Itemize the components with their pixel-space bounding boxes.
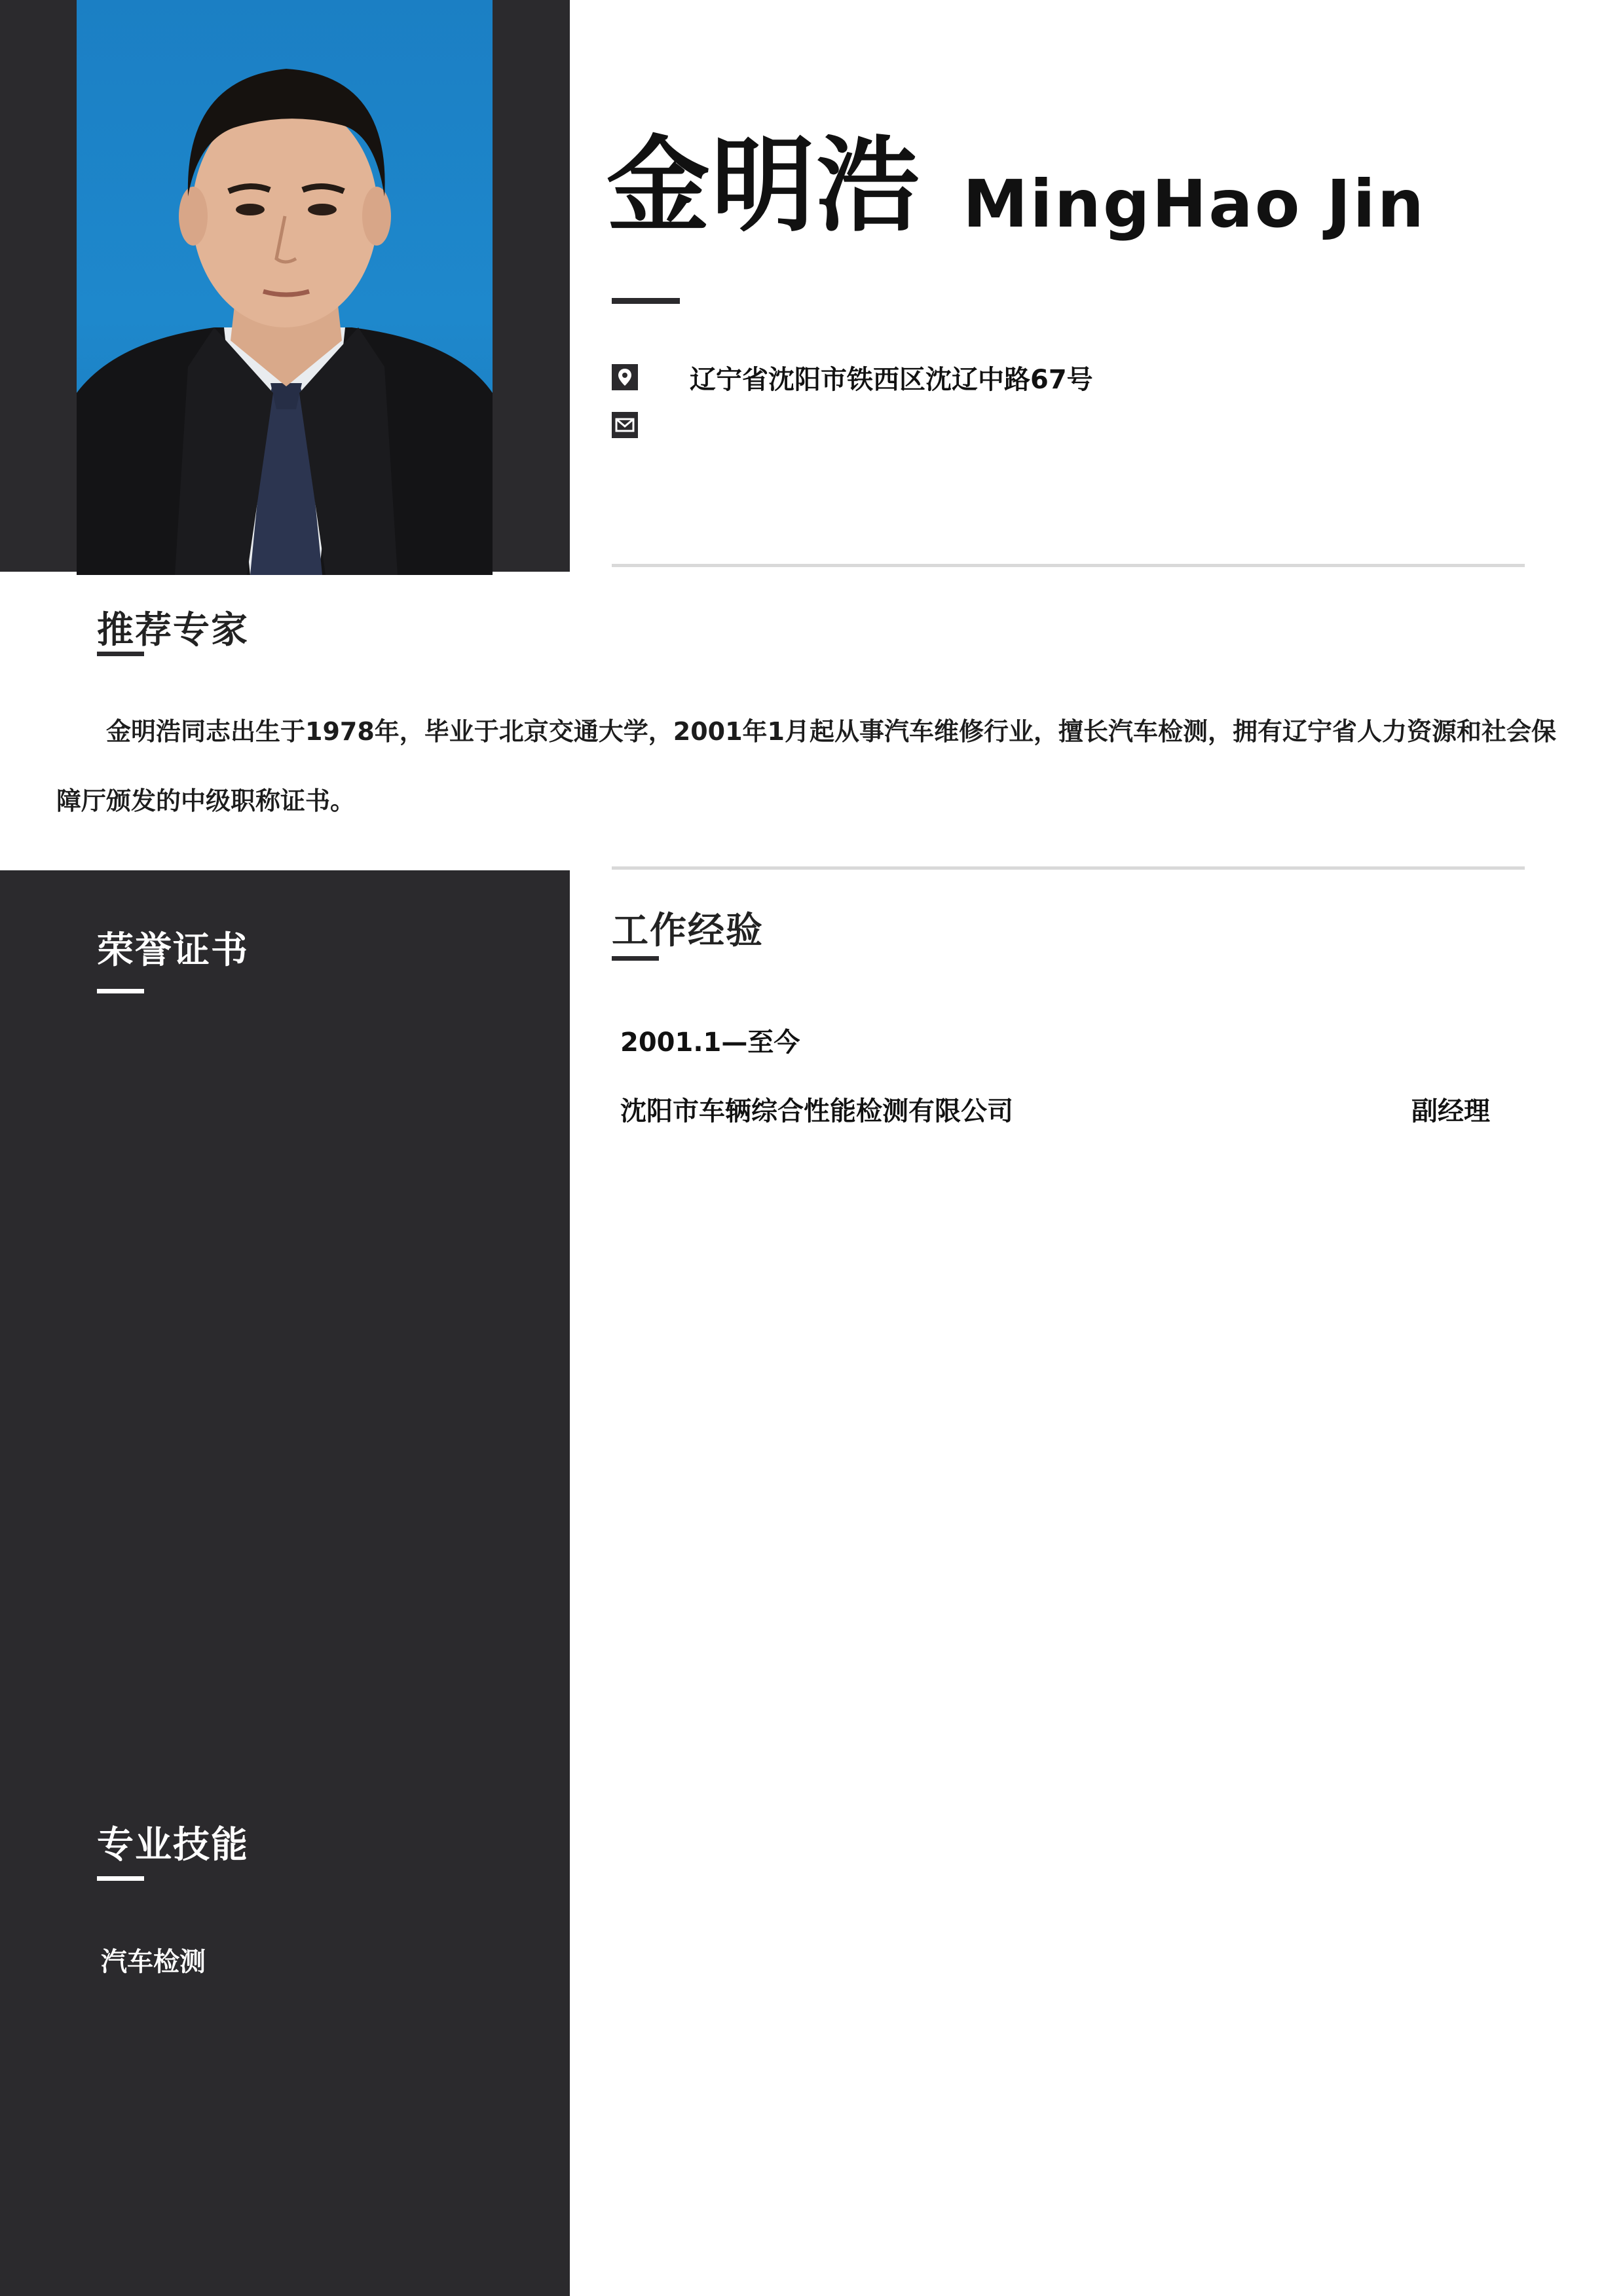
- experience-title: 工作经验: [612, 910, 764, 952]
- title-divider: [612, 298, 680, 304]
- experience-company: 沈阳市车辆综合性能检测有限公司: [620, 1096, 1013, 1126]
- name-chinese: 金明浩: [606, 126, 921, 246]
- recommend-paragraph: 金明浩同志出生于1978年，毕业于北京交通大学，2001年1月起从事汽车维修行业，擅长汽车检测，拥有辽宁省人力资源和社会保障厅颁发的中级职称证书。: [56, 717, 1556, 815]
- address-text: 辽宁省沈阳市铁西区沈辽中路67号: [690, 365, 1093, 395]
- sidebar-bottom-panel: [0, 870, 570, 2296]
- skills-title-underline: [97, 1876, 144, 1881]
- skill-item: 汽车检测: [101, 1947, 206, 1977]
- envelope-icon: [612, 412, 638, 438]
- name-english: MingHao Jin: [963, 166, 1426, 242]
- honors-title-underline: [97, 989, 144, 993]
- experience-period: 2001.1—至今: [620, 1028, 800, 1058]
- map-pin-icon: [612, 364, 638, 390]
- experience-role: 副经理: [1411, 1096, 1490, 1126]
- portrait-photo: [77, 0, 493, 575]
- experience-title-underline: [612, 956, 659, 961]
- honors-title: 荣誉证书: [97, 929, 249, 972]
- recommend-title-underline: [97, 652, 144, 656]
- experience-divider: [612, 866, 1525, 870]
- header-divider: [612, 564, 1525, 567]
- recommend-title: 推荐专家: [97, 609, 249, 652]
- skills-title: 专业技能: [97, 1824, 249, 1866]
